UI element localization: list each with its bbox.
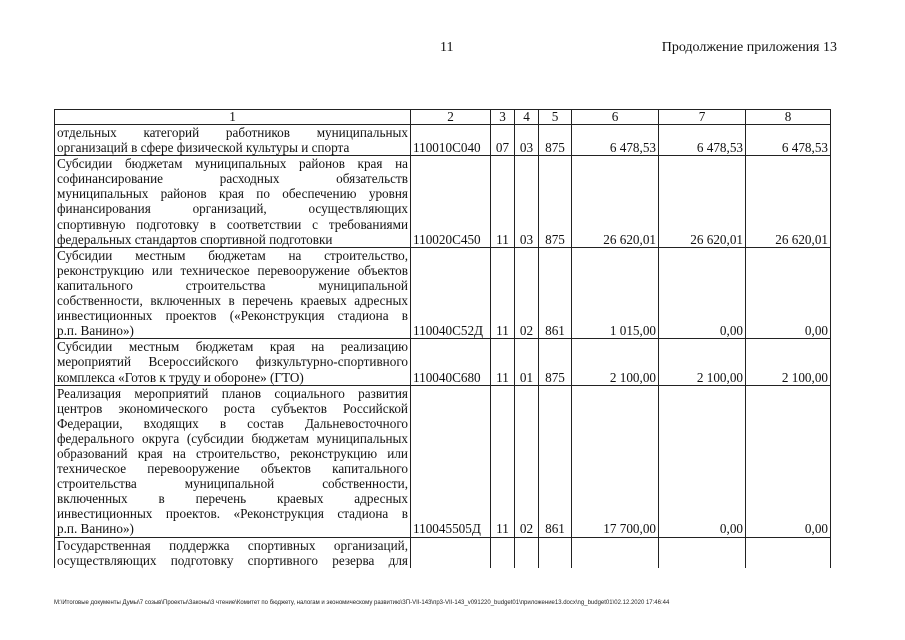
table-row bbox=[55, 247, 831, 339]
description-line: капитального строительства муниципальной bbox=[57, 277, 408, 293]
amount-cell: 2 100,00 bbox=[746, 339, 831, 385]
description-line: центров экономического роста субъектов Российской bbox=[57, 400, 408, 416]
description-line: собственности, включенных в перечень краевых адресных bbox=[57, 293, 408, 309]
description-line: отдельных категорий работников муниципальных bbox=[57, 125, 408, 140]
column-number-row bbox=[55, 110, 831, 125]
table-row bbox=[55, 156, 831, 248]
row-description bbox=[55, 339, 411, 385]
table-row bbox=[55, 339, 831, 385]
description-line: Реализация мероприятий планов социального развития bbox=[57, 385, 408, 401]
row-description bbox=[55, 385, 411, 537]
description-line: осуществляющих подготовку спортивного резерва для bbox=[57, 552, 408, 568]
amount-cell: 0,00 bbox=[746, 247, 831, 339]
description-line: мероприятий Всероссийского физкультурно-спортивного bbox=[57, 354, 408, 370]
description-line: включенных в перечень краевых адресных bbox=[57, 491, 408, 507]
section-cell: 11 bbox=[491, 247, 515, 339]
amount-cell bbox=[746, 537, 831, 568]
subsection-cell bbox=[515, 537, 539, 568]
description-line: Федерации, входящих в состав Дальневосточного bbox=[57, 415, 408, 431]
column-header: 2 bbox=[411, 110, 491, 125]
column-header: 6 bbox=[572, 110, 659, 125]
amount-cell: 2 100,00 bbox=[572, 339, 659, 385]
target-code-cell: 110010С040 bbox=[411, 125, 491, 156]
description-line: софинансирование расходных обязательств bbox=[57, 171, 408, 187]
amount-cell: 26 620,01 bbox=[572, 156, 659, 248]
description-line: Субсидии местным бюджетам на строительство, bbox=[57, 247, 408, 263]
amount-cell bbox=[572, 537, 659, 568]
section-cell: 11 bbox=[491, 339, 515, 385]
target-code-cell bbox=[411, 537, 491, 568]
amount-cell: 6 478,53 bbox=[659, 125, 746, 156]
expense-type-cell: 861 bbox=[539, 385, 572, 537]
budget-table bbox=[54, 109, 831, 568]
target-code-cell: 110045505Д bbox=[411, 385, 491, 537]
column-header: 4 bbox=[515, 110, 539, 125]
description-line: Субсидии местным бюджетам края на реализацию bbox=[57, 339, 408, 355]
amount-cell: 6 478,53 bbox=[572, 125, 659, 156]
expense-type-cell: 861 bbox=[539, 247, 572, 339]
amount-cell: 0,00 bbox=[659, 385, 746, 537]
description-line: р.п. Ванино») bbox=[57, 323, 134, 339]
subsection-cell: 02 bbox=[515, 247, 539, 339]
amount-cell: 26 620,01 bbox=[659, 156, 746, 248]
file-path-footer: M:\Итоговые документы Думы\7 созыв\Проекты\Законы\3 чтение\Комитет по бюджету, налогам и экономическому развитию\ЗП-VII-143\пр3-VII-143_v091220_budget01\приложение13.docx\ng_budget01\02.12.2020 17:46:44 bbox=[54, 600, 670, 606]
amount-cell: 6 478,53 bbox=[746, 125, 831, 156]
subsection-cell: 03 bbox=[515, 156, 539, 248]
expense-type-cell: 875 bbox=[539, 339, 572, 385]
amount-cell: 1 015,00 bbox=[572, 247, 659, 339]
subsection-cell: 03 bbox=[515, 125, 539, 156]
description-line: федерального округа (субсидии бюджетам муниципальных bbox=[57, 430, 408, 446]
description-line: образований края на строительство, реконструкцию или bbox=[57, 445, 408, 461]
expense-type-cell bbox=[539, 537, 572, 568]
row-description bbox=[55, 537, 411, 568]
continuation-caption: Продолжение приложения 13 bbox=[661, 40, 837, 55]
column-header: 5 bbox=[539, 110, 572, 125]
description-line: р.п. Ванино») bbox=[57, 521, 134, 537]
description-line: реконструкцию или техническое перевооружение объектов bbox=[57, 262, 408, 278]
description-line: комплекса «Готов к труду и обороне» (ГТО) bbox=[57, 369, 304, 385]
description-line: техническое перевооружение объектов капитального bbox=[57, 461, 408, 477]
table-row bbox=[55, 537, 831, 568]
description-line: федеральных стандартов спортивной подготовки bbox=[57, 231, 333, 247]
amount-cell: 17 700,00 bbox=[572, 385, 659, 537]
description-line: финансирования организаций, осуществляющих bbox=[57, 201, 408, 217]
section-cell bbox=[491, 537, 515, 568]
description-line: строительства муниципальной собственности, bbox=[57, 476, 408, 492]
section-cell: 07 bbox=[491, 125, 515, 156]
description-line: Государственная поддержка спортивных организаций, bbox=[57, 537, 408, 553]
description-line: организаций в сфере физической культуры и спорта bbox=[57, 140, 350, 156]
amount-cell bbox=[659, 537, 746, 568]
row-description bbox=[55, 247, 411, 339]
subsection-cell: 01 bbox=[515, 339, 539, 385]
expense-type-cell: 875 bbox=[539, 125, 572, 156]
column-header: 8 bbox=[746, 110, 831, 125]
expense-type-cell: 875 bbox=[539, 156, 572, 248]
description-line: инвестиционных проектов. «Реконструкция стадиона в bbox=[57, 506, 408, 522]
table-row bbox=[55, 385, 831, 537]
amount-cell: 2 100,00 bbox=[659, 339, 746, 385]
amount-cell: 26 620,01 bbox=[746, 156, 831, 248]
description-line: инвестиционных проектов («Реконструкция стадиона в bbox=[57, 308, 408, 324]
subsection-cell: 02 bbox=[515, 385, 539, 537]
table-row bbox=[55, 125, 831, 156]
section-cell: 11 bbox=[491, 156, 515, 248]
description-line: Субсидии бюджетам муниципальных районов края на bbox=[57, 156, 408, 172]
column-header: 3 bbox=[491, 110, 515, 125]
row-description bbox=[55, 156, 411, 248]
row-description bbox=[55, 125, 411, 156]
description-line: муниципальных районов края по обеспечению уровня bbox=[57, 186, 408, 202]
section-cell: 11 bbox=[491, 385, 515, 537]
target-code-cell: 110040С680 bbox=[411, 339, 491, 385]
target-code-cell: 110020С450 bbox=[411, 156, 491, 248]
amount-cell: 0,00 bbox=[659, 247, 746, 339]
column-header: 7 bbox=[659, 110, 746, 125]
description-line: спортивную подготовку в соответствии с требованиями bbox=[57, 216, 408, 232]
target-code-cell: 110040С52Д bbox=[411, 247, 491, 339]
page-number: 11 bbox=[440, 40, 454, 55]
amount-cell: 0,00 bbox=[746, 385, 831, 537]
column-header: 1 bbox=[55, 110, 411, 125]
